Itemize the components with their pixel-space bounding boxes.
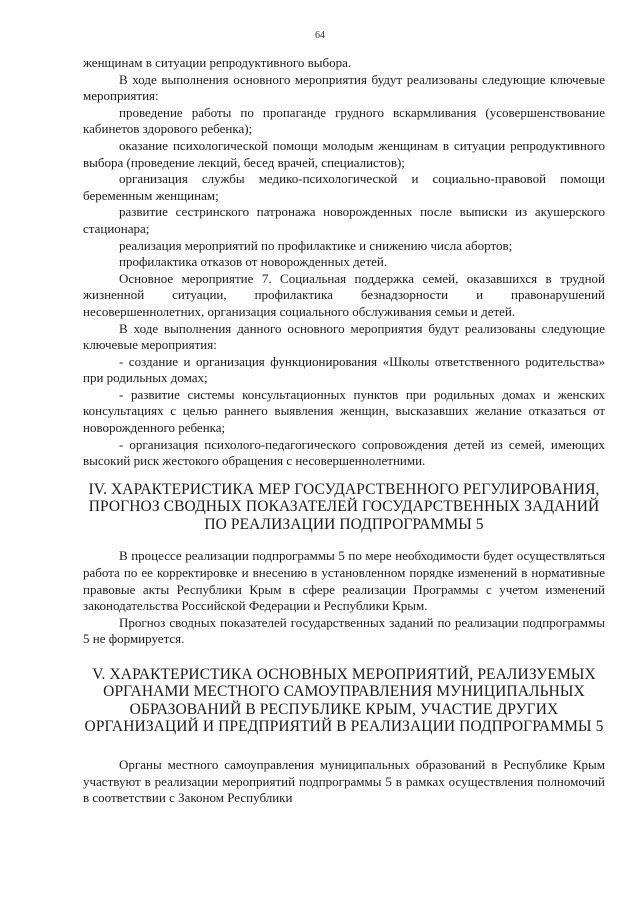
paragraph: Органы местного самоуправления муниципальных образований в Республике Крым участвуют в реализации мероприятий подпрограммы 5 в рамках осуществления полномочий в соответствии с Законом Республики [83, 756, 605, 806]
list-item: реализация мероприятий по профилактике и снижению числа абортов; [119, 237, 513, 253]
section-heading-5 [83, 666, 605, 736]
list-item: - организация психолого-педагогического сопровождения детей из семей, имеющих высокий риск жестокого обращения с несовершеннолетними. [83, 436, 605, 469]
paragraph: женщинам в ситуации репродуктивного выбора. [83, 55, 352, 70]
section-heading-4 [83, 481, 605, 534]
list-item: организация службы медико-психологической и социально-правовой помощи беременным женщинам; [83, 171, 605, 203]
heading-line: ПРОГНОЗ СВОДНЫХ ПОКАЗАТЕЛЕЙ ГОСУДАРСТВЕННЫХ ЗАДАНИЙ [88, 498, 600, 516]
page-body [83, 55, 605, 807]
list-item: профилактика отказов от новорожденных детей. [119, 254, 388, 270]
paragraph: В ходе выполнения основного мероприятия будут реализованы следующие ключевые мероприятия: [83, 71, 605, 104]
list-item: оказание психологической помощи молодым женщинам в ситуации репродуктивного выбора (проведение лекций, бесед врачей, специалистов); [83, 137, 605, 170]
page-number: 64 [315, 30, 325, 41]
heading-line: ОРГАНАМИ МЕСТНОГО САМОУПРАВЛЕНИЯ МУНИЦИПАЛЬНЫХ [103, 683, 585, 701]
heading-line: ОРГАНИЗАЦИЙ И ПРЕДПРИЯТИЙ В РЕАЛИЗАЦИИ ПОДПРОГРАММЫ 5 [84, 718, 604, 736]
list-item: - развитие системы консультационных пунктов при родильных домах и женских консультациях с целью раннего выявления женщин, высказавших желание отказаться от новорожденного ребенка; [83, 386, 605, 436]
paragraph: Прогноз сводных показателей государственных заданий по реализации подпрограммы 5 не формируется. [83, 614, 605, 647]
heading-line: V. ХАРАКТЕРИСТИКА ОСНОВНЫХ МЕРОПРИЯТИЙ, РЕАЛИЗУЕМЫХ [92, 665, 596, 683]
paragraph: В ходе выполнения данного основного мероприятия будут реализованы следующие ключевые мероприятия: [83, 320, 605, 353]
paragraph: Основное мероприятие 7. Социальная поддержка семей, оказавшихся в трудной жизненной ситуации, профилактика безнадзорности и правонарушений несовершеннолетних, организация социального обслуживания семьи и детей. [83, 270, 605, 319]
heading-line: ОБРАЗОВАНИЙ В РЕСПУБЛИКЕ КРЫМ, УЧАСТИЕ ДРУГИХ [129, 700, 559, 718]
heading-line: IV. ХАРАКТЕРИСТИКА МЕР ГОСУДАРСТВЕННОГО РЕГУЛИРОВАНИЯ, [88, 480, 600, 498]
heading-line: ПО РЕАЛИЗАЦИИ ПОДПРОГРАММЫ 5 [204, 515, 484, 533]
list-item: проведение работы по пропаганде грудного вскармливания (усовершенствование кабинетов здорового ребенка); [83, 104, 605, 137]
list-item: - создание и организация функционирования «Школы ответственного родительства» при родильных домах; [83, 353, 605, 386]
paragraph: В процессе реализации подпрограммы 5 по мере необходимости будет осуществляться работа по ее корректировке и внесению в установленном порядке изменений в нормативные правовые акты Республики Крым в сфере реализации Программы с учетом изменений законодательства Российской Федерации и Республики Крым. [83, 548, 605, 614]
list-item: развитие сестринского патронажа новорожденных после выписки из акушерского стационара; [83, 204, 605, 236]
